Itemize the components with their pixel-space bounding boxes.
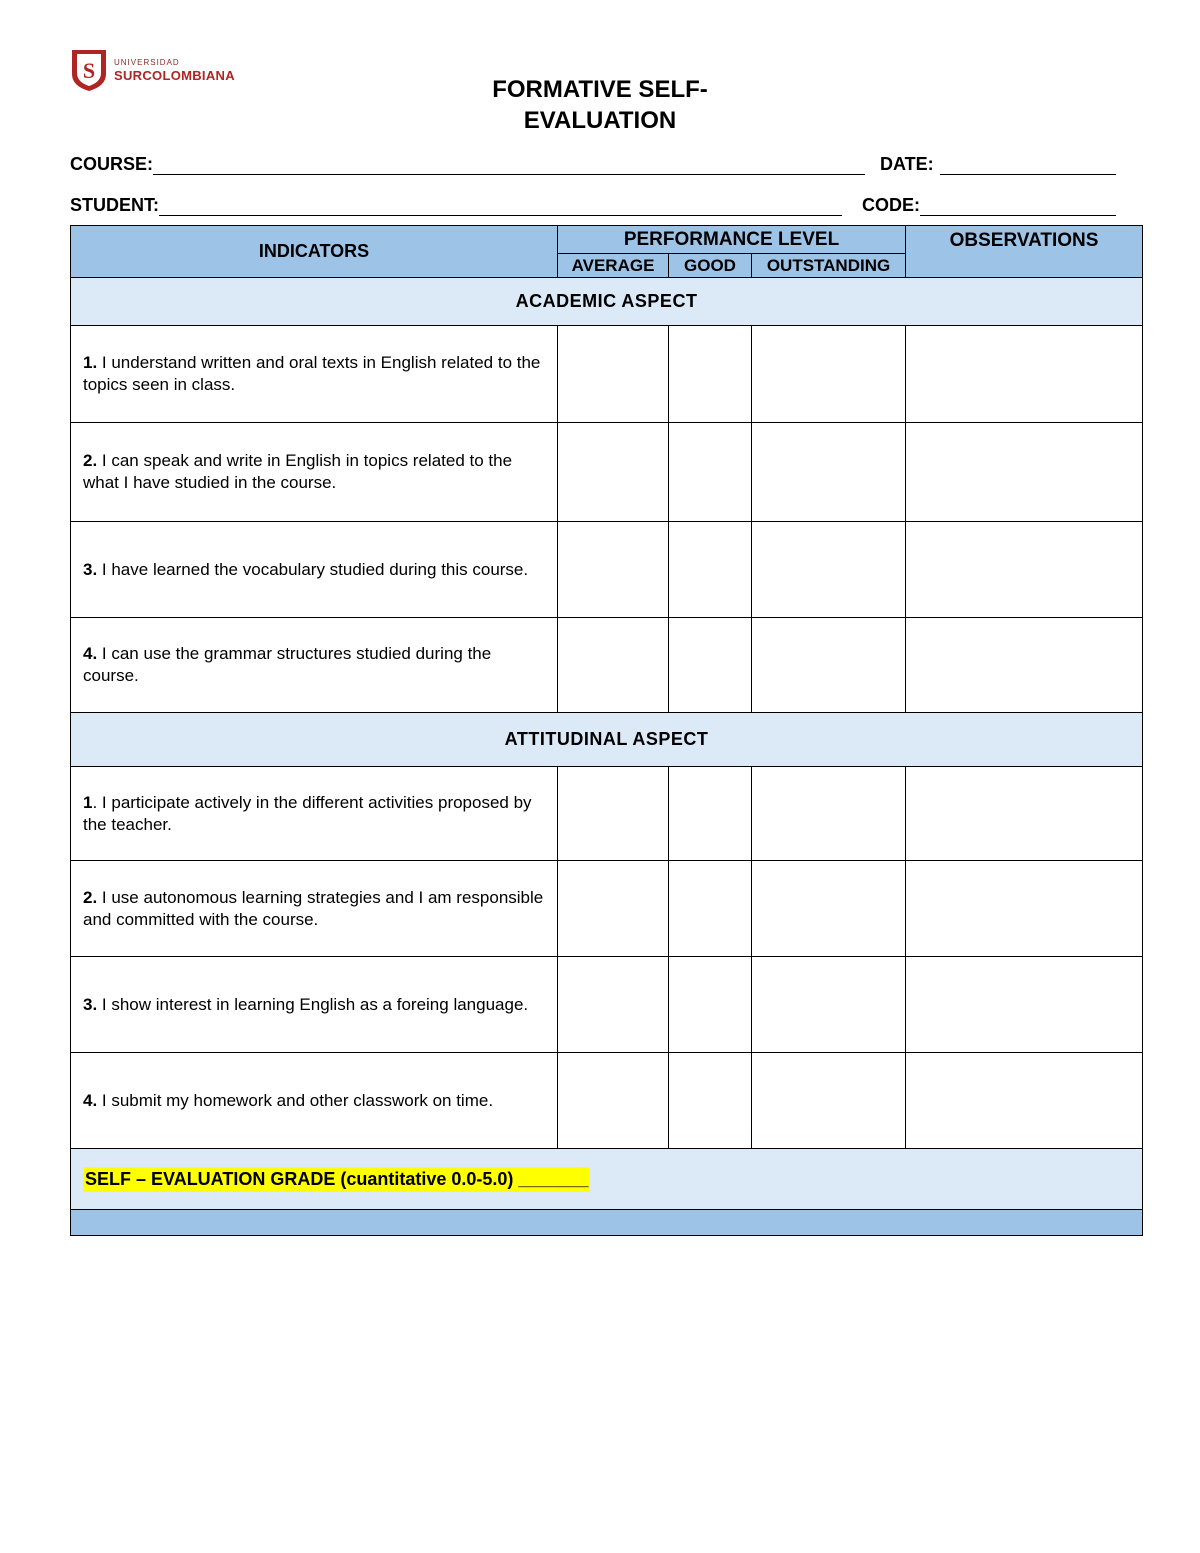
academic-aspect-heading: ACADEMIC ASPECT	[71, 278, 1143, 326]
observations-header: OBSERVATIONS	[906, 226, 1143, 278]
svg-text:S: S	[82, 58, 96, 83]
footer-row	[71, 1210, 1143, 1236]
title-line-1: FORMATIVE SELF-	[492, 76, 708, 103]
cell-outstanding[interactable]	[752, 957, 906, 1053]
cell-average[interactable]	[558, 618, 669, 713]
indicator-text: I understand written and oral texts in English related to the topics seen in class.	[83, 353, 541, 394]
cell-average[interactable]	[558, 957, 669, 1053]
footer-band	[71, 1210, 1143, 1236]
cell-outstanding[interactable]	[752, 522, 906, 618]
student-field	[70, 195, 842, 216]
course-label: COURSE:	[70, 154, 154, 174]
indicator-number: 2.	[83, 451, 98, 470]
academic-indicator-1	[71, 326, 558, 423]
indicator-number: 3.	[83, 559, 98, 579]
cell-observations[interactable]	[906, 767, 1143, 861]
cell-good[interactable]	[669, 618, 752, 713]
page-title	[400, 74, 800, 136]
cell-average[interactable]	[558, 522, 669, 618]
table-row	[71, 326, 1143, 423]
indicator-text: I show interest in learning English as a foreing language.	[97, 994, 529, 1014]
academic-aspect-row	[71, 278, 1143, 326]
code-label: CODE:	[862, 195, 920, 215]
cell-average[interactable]	[558, 861, 669, 957]
cell-outstanding[interactable]	[752, 1053, 906, 1149]
performance-level-header: PERFORMANCE LEVEL	[558, 226, 906, 254]
course-input-line[interactable]	[153, 156, 865, 175]
title-line-2: EVALUATION	[523, 107, 677, 134]
indicator-text: I submit my homework and other classwork on time.	[97, 1090, 494, 1110]
cell-good[interactable]	[669, 326, 752, 423]
cell-outstanding[interactable]	[752, 618, 906, 713]
indicator-number: 3.	[83, 994, 98, 1014]
grade-row	[71, 1149, 1143, 1210]
indicator-number: 1.	[83, 353, 98, 372]
indicator-text: I use autonomous learning strategies and I am responsible and committed with the course.	[83, 887, 544, 929]
cell-good[interactable]	[669, 423, 752, 522]
code-input-line[interactable]	[920, 197, 1116, 216]
student-label: STUDENT:	[70, 195, 159, 215]
cell-outstanding[interactable]	[752, 423, 906, 522]
cell-good[interactable]	[669, 1053, 752, 1149]
table-row	[71, 1053, 1143, 1149]
cell-good[interactable]	[669, 957, 752, 1053]
cell-outstanding[interactable]	[752, 326, 906, 423]
cell-average[interactable]	[558, 767, 669, 861]
attitudinal-indicator-4	[71, 1053, 558, 1149]
table-row	[71, 522, 1143, 618]
self-evaluation-table	[70, 225, 1143, 1236]
logo-name: SURCOLOMBIANA	[114, 68, 235, 83]
cell-good[interactable]	[669, 861, 752, 957]
indicator-number: 2.	[83, 887, 98, 907]
level-average-header: AVERAGE	[558, 254, 669, 278]
university-logo	[70, 48, 250, 94]
cell-outstanding[interactable]	[752, 767, 906, 861]
attitudinal-aspect-heading: ATTITUDINAL ASPECT	[71, 713, 1143, 767]
table-row	[71, 767, 1143, 861]
attitudinal-indicator-2	[71, 861, 558, 957]
cell-observations[interactable]	[906, 522, 1143, 618]
academic-indicator-3	[71, 522, 558, 618]
logo-subtext: UNIVERSIDAD	[114, 58, 180, 67]
level-outstanding-header: OUTSTANDING	[752, 254, 906, 278]
indicator-number: 1	[83, 792, 93, 812]
indicator-text: I can use the grammar structures studied during the course.	[83, 644, 492, 685]
academic-indicator-2	[71, 423, 558, 522]
level-good-header: GOOD	[669, 254, 752, 278]
cell-outstanding[interactable]	[752, 861, 906, 957]
cell-average[interactable]	[558, 423, 669, 522]
table-row	[71, 618, 1143, 713]
self-evaluation-grade-label: SELF – EVALUATION GRADE (cuantitative 0.0-5.0) _______	[83, 1167, 590, 1192]
table-row	[71, 957, 1143, 1053]
cell-observations[interactable]	[906, 326, 1143, 423]
cell-observations[interactable]	[906, 861, 1143, 957]
attitudinal-indicator-1	[71, 767, 558, 861]
indicators-header: INDICATORS	[71, 226, 558, 278]
cell-observations[interactable]	[906, 423, 1143, 522]
cell-observations[interactable]	[906, 1053, 1143, 1149]
table-row	[71, 861, 1143, 957]
header-row-top	[71, 226, 1143, 254]
shield-icon	[70, 48, 108, 92]
indicator-text: I have learned the vocabulary studied during this course.	[97, 559, 529, 579]
attitudinal-indicator-3	[71, 957, 558, 1053]
date-field	[880, 154, 1116, 175]
cell-average[interactable]	[558, 326, 669, 423]
academic-indicator-4	[71, 618, 558, 713]
cell-observations[interactable]	[906, 957, 1143, 1053]
indicator-text: . I participate actively in the different activities proposed by the teacher.	[83, 792, 532, 834]
attitudinal-aspect-row	[71, 713, 1143, 767]
cell-observations[interactable]	[906, 618, 1143, 713]
table-row	[71, 423, 1143, 522]
cell-good[interactable]	[669, 767, 752, 861]
cell-good[interactable]	[669, 522, 752, 618]
student-input-line[interactable]	[159, 197, 842, 216]
grade-cell[interactable]	[71, 1149, 1143, 1210]
indicator-text: I can speak and write in English in topics related to the what I have studied in the course.	[83, 451, 513, 492]
date-input-line[interactable]	[940, 156, 1116, 175]
date-label: DATE:	[880, 154, 934, 174]
indicator-number: 4.	[83, 1090, 98, 1110]
code-field	[862, 195, 1116, 216]
course-field	[70, 154, 865, 175]
indicator-number: 4.	[83, 644, 98, 663]
cell-average[interactable]	[558, 1053, 669, 1149]
